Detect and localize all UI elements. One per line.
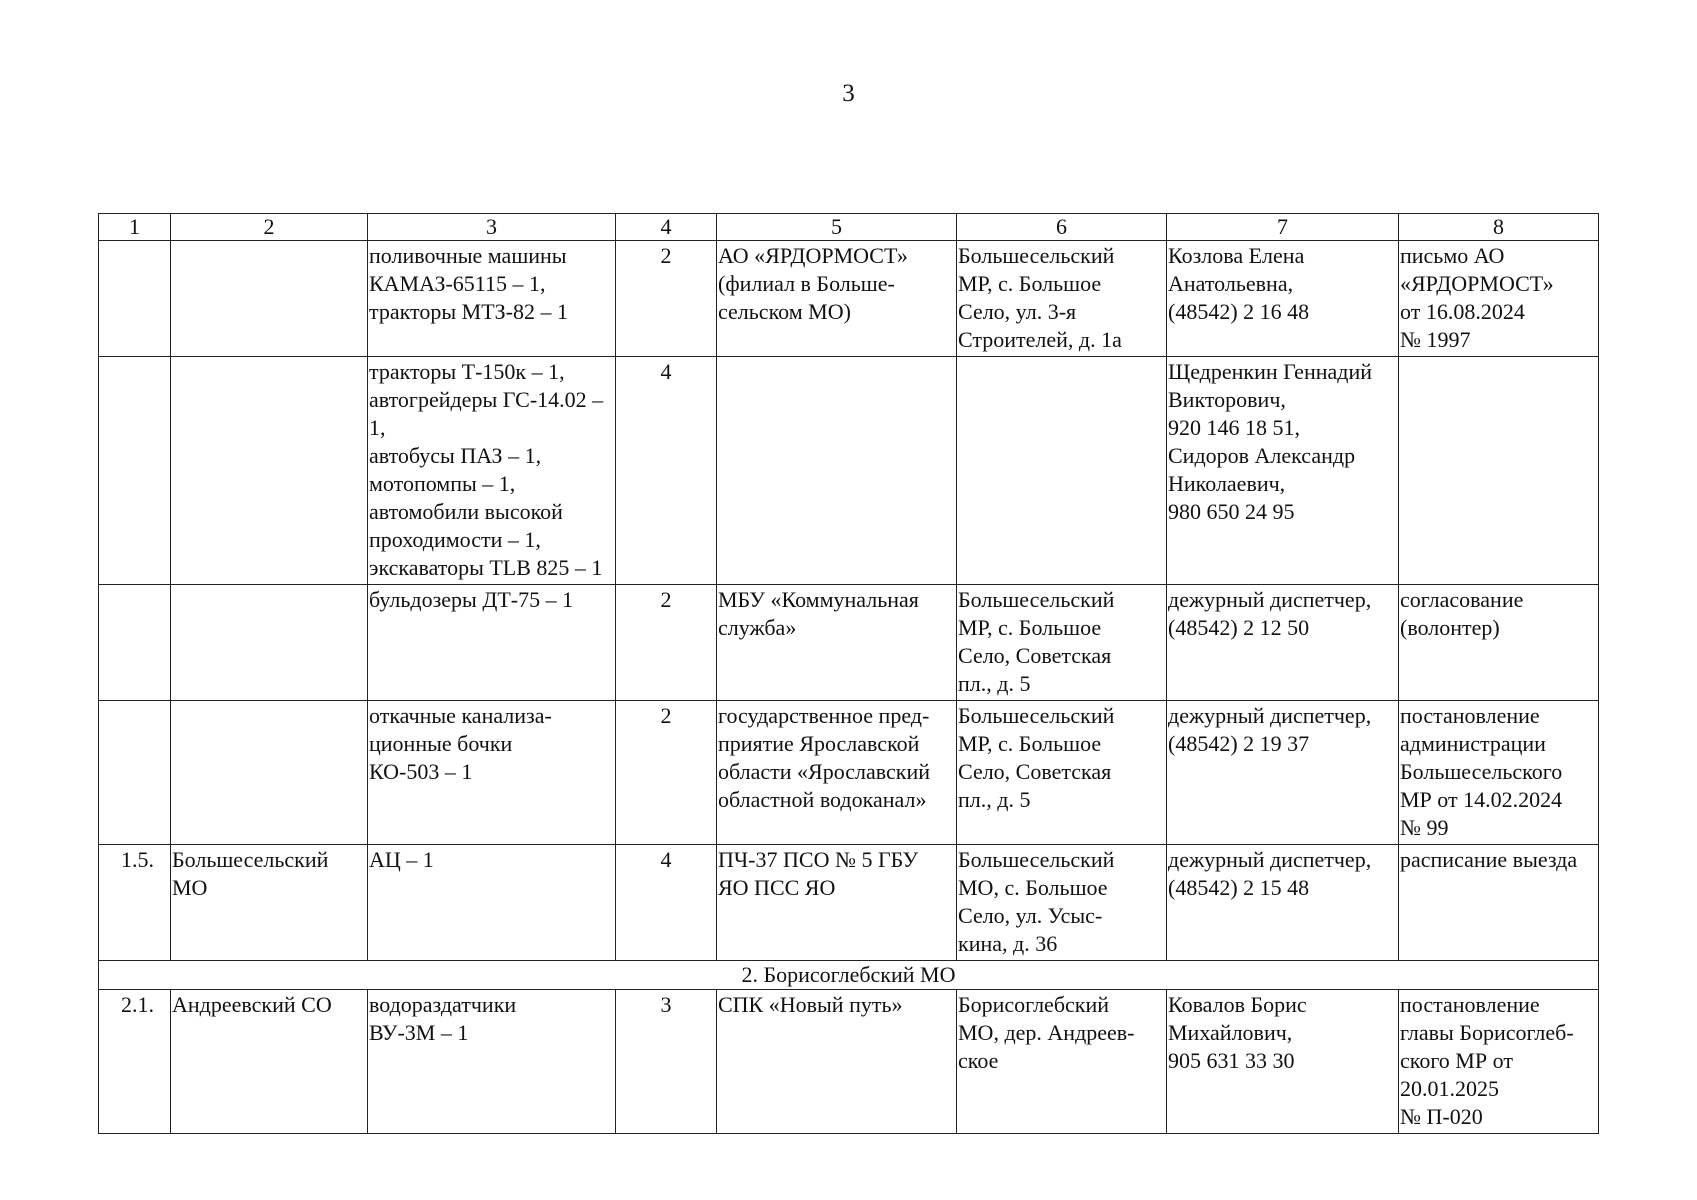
basis-cell: расписание выезда [1399,845,1599,961]
quantity-cell: 2 [616,585,717,701]
contact-cell: дежурный диспетчер, (48542) 2 15 48 [1167,845,1399,961]
contact-cell: Ковалов Борис Михайлович, 905 631 33 30 [1167,990,1399,1134]
organization-cell [717,357,957,585]
row-number: 1.5. [99,845,171,961]
row-number [99,701,171,845]
table-row [99,701,1599,845]
address-cell: Большесельский МО, с. Большое Село, ул. Усыс- кина, д. 36 [957,845,1167,961]
municipality-cell [171,701,368,845]
column-number: 4 [616,214,717,241]
organization-cell: государственное пред- приятие Ярославской области «Ярославский областной водоканал» [717,701,957,845]
equipment-cell: поливочные машины КАМАЗ-65115 – 1, тракторы МТЗ-82 – 1 [368,241,616,357]
address-cell: Большесельский МР, с. Большое Село, Советская пл., д. 5 [957,701,1167,845]
quantity-cell: 2 [616,241,717,357]
organization-cell: ПЧ-37 ПСО № 5 ГБУ ЯО ПСС ЯО [717,845,957,961]
municipality-cell [171,241,368,357]
basis-cell: письмо АО «ЯРДОРМОСТ» от 16.08.2024 № 1997 [1399,241,1599,357]
basis-cell: согласование (волонтер) [1399,585,1599,701]
municipality-cell [171,585,368,701]
resources-table [98,213,1599,1134]
table-row [99,990,1599,1134]
table-row [99,241,1599,357]
quantity-cell: 4 [616,845,717,961]
municipality-cell [171,357,368,585]
column-numbers-row [99,214,1599,241]
municipality-cell: Андреевский СО [171,990,368,1134]
organization-cell: АО «ЯРДОРМОСТ» (филиал в Больше- сельском МО) [717,241,957,357]
quantity-cell: 4 [616,357,717,585]
quantity-cell: 2 [616,701,717,845]
column-number: 8 [1399,214,1599,241]
column-number: 1 [99,214,171,241]
column-number: 3 [368,214,616,241]
table-row [99,845,1599,961]
equipment-cell: АЦ – 1 [368,845,616,961]
contact-cell: Щедренкин Геннадий Викторович, 920 146 18 51, Сидоров Александр Николаевич, 980 650 24 95 [1167,357,1399,585]
equipment-cell: тракторы Т-150к – 1, автогрейдеры ГС-14.02 – 1, автобусы ПАЗ – 1, мотопомпы – 1, автомобили высокой проходимости – 1, экскаваторы TLB 825 – 1 [368,357,616,585]
table-row [99,357,1599,585]
column-number: 2 [171,214,368,241]
page-number: 3 [842,80,855,107]
organization-cell: МБУ «Коммунальная служба» [717,585,957,701]
address-cell: Большесельский МР, с. Большое Село, Советская пл., д. 5 [957,585,1167,701]
row-number: 2.1. [99,990,171,1134]
equipment-cell: откачные канализа- ционные бочки КО-503 – 1 [368,701,616,845]
table-row [99,585,1599,701]
contact-cell: дежурный диспетчер, (48542) 2 12 50 [1167,585,1399,701]
contact-cell: дежурный диспетчер, (48542) 2 19 37 [1167,701,1399,845]
basis-cell [1399,357,1599,585]
section-heading-row [99,961,1599,990]
municipality-cell: Большесельский МО [171,845,368,961]
basis-cell: постановление главы Борисоглеб- ского МР от 20.01.2025 № П-020 [1399,990,1599,1134]
quantity-cell: 3 [616,990,717,1134]
column-number: 6 [957,214,1167,241]
organization-cell: СПК «Новый путь» [717,990,957,1134]
equipment-cell: бульдозеры ДТ-75 – 1 [368,585,616,701]
address-cell: Борисоглебский МО, дер. Андреев- ское [957,990,1167,1134]
section-title: 2. Борисоглебский МО [99,961,1599,990]
row-number [99,241,171,357]
column-number: 5 [717,214,957,241]
address-cell [957,357,1167,585]
contact-cell: Козлова Елена Анатольевна, (48542) 2 16 48 [1167,241,1399,357]
equipment-cell: водораздатчики ВУ-3М – 1 [368,990,616,1134]
row-number [99,357,171,585]
basis-cell: постановление администрации Большесельского МР от 14.02.2024 № 99 [1399,701,1599,845]
column-number: 7 [1167,214,1399,241]
address-cell: Большесельский МР, с. Большое Село, ул. 3-я Строителей, д. 1а [957,241,1167,357]
row-number [99,585,171,701]
